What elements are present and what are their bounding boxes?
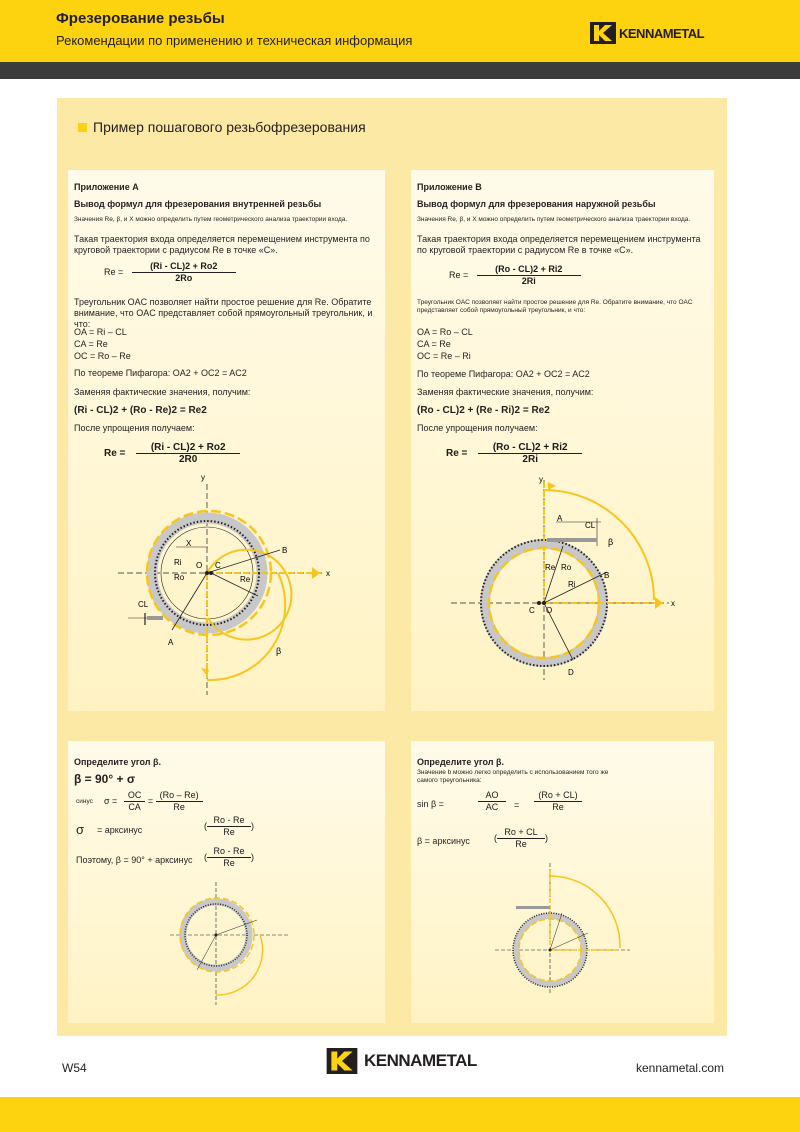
appendix-a-substitution: Заменяя фактические значения, получим: [74, 387, 251, 397]
page-number: W54 [62, 1061, 87, 1075]
formula-denominator: Re [173, 802, 185, 812]
formula-lhs: σ = [104, 795, 118, 806]
label-ri: Ri [568, 580, 576, 589]
box-d-arcsin: β = арксинус [417, 836, 470, 846]
label-y: y [539, 475, 543, 484]
section-title [78, 119, 366, 135]
formula-numerator: OC [124, 790, 146, 802]
kennametal-k-icon [590, 22, 616, 44]
appendix-a-rel3: OC = Ro – Re [74, 351, 131, 361]
formula-numerator: (Ro + CL) [534, 790, 582, 802]
formula-fraction [478, 442, 582, 465]
appendix-a-heading: Вывод формул для фрезерования внутренней резьбы [74, 199, 322, 209]
formula-numerator: (Ro – Re) [156, 790, 203, 802]
formula-denominator: Re [223, 858, 235, 868]
appendix-b-rel1: OA = Ro – CL [417, 327, 473, 337]
box-c-sinus-word: синус [76, 798, 93, 805]
logo-text: KENNAMETAL [364, 1051, 477, 1070]
appendix-b-substitution: Заменяя фактические значения, получим: [417, 387, 594, 397]
formula-denominator: 2Ro [175, 273, 193, 283]
point-c [209, 571, 213, 575]
formula-fraction [497, 827, 545, 850]
appendix-b-note: Значения Re, β, и X можно определить путем геометрического анализа траектории входа. [417, 216, 691, 223]
appendix-b-pythagoras: По теореме Пифагора: OA2 + OC2 = AC2 [417, 369, 590, 379]
appendix-a-p1: Такая траектория входа определяется перемещением инструмента по круговой траектории с радиусом Re в точке «С». [74, 234, 370, 255]
formula-numerator: Ro - Re [207, 815, 251, 827]
diagram-external-small [490, 858, 640, 998]
line-re [211, 573, 258, 596]
label-re: Re [240, 575, 251, 584]
label-re: Re [545, 563, 556, 572]
website-url: kennametal.com [636, 1061, 725, 1075]
box-c-heading: Определите угол β. [74, 757, 161, 767]
x-arrow-icon [655, 597, 663, 609]
label-ro: Ro [561, 563, 572, 572]
box-c-beta-formula: β = 90° + σ [74, 772, 136, 786]
formula-numerator: (Ro - CL)2 + Ri2 [478, 442, 582, 454]
label-o: O [196, 561, 203, 570]
formula-fraction [478, 790, 506, 813]
box-c-therefore: Поэтому, β = 90° + арксинус [76, 855, 193, 865]
formula-denominator: Re [515, 839, 527, 849]
box-d-sin-fraction-2 [534, 790, 582, 813]
formula-fraction [132, 261, 236, 284]
formula-fraction-1 [124, 790, 146, 813]
appendix-a-p2: Треугольник OAC позволяет найти простое решение для Re. Обратите внимание, что OAC представляет собой прямоугольный треугольник, и что: [74, 297, 373, 329]
appendix-a-rel2: CA = Re [74, 339, 108, 349]
formula-fraction [534, 790, 582, 813]
page-title: Фрезерование резьбы [56, 10, 225, 27]
appendix-a-formula-2: (Ri - CL)2 + (Ro - Re)2 = Re2 [74, 405, 207, 416]
appendix-a-rel1: OA = Ri – CL [74, 327, 127, 337]
appendix-b-p2: Треугольник OAC позволяет найти простое решение для Re. Обратите внимание, что OAC представляет собой прямоугольный треугольник, и что: [417, 299, 693, 314]
appendix-a-pythagoras: По теореме Пифагора: OA2 + OC2 = AC2 [74, 368, 247, 378]
label-cl: CL [585, 521, 596, 530]
kennametal-k-icon [324, 1048, 360, 1074]
x-arrow-icon [312, 567, 320, 579]
appendix-a-note: Значения Re, β, и X можно определить путем геометрического анализа траектории входа. [74, 216, 348, 223]
label-b: B [282, 546, 288, 555]
label-beta: β [608, 537, 614, 547]
label-c: C [215, 561, 221, 570]
logo-text: KENNAMETAL [619, 25, 705, 41]
box-c-sigma-formula [104, 790, 203, 813]
appendix-b-simplify: После упрощения получаем: [417, 423, 538, 433]
formula-fraction [207, 846, 251, 869]
formula-denominator: Re [552, 802, 564, 812]
point-c [537, 601, 541, 605]
appendix-b-formula-1 [449, 264, 581, 287]
appendix-b-heading: Вывод формул для фрезерования наружной резьбы [417, 199, 656, 209]
formula-denominator: 2Ri [522, 454, 538, 465]
formula-lhs: Re = [446, 448, 468, 460]
box-d-sin-fraction [478, 790, 506, 813]
label-b: B [604, 571, 610, 580]
footer-kennametal-logo [324, 1048, 477, 1074]
label-ri: Ri [174, 558, 182, 567]
label-c: C [529, 606, 535, 615]
formula-fraction [207, 815, 251, 838]
formula-lhs: Re = [104, 448, 126, 460]
formula-eq: = [147, 795, 154, 806]
page-subtitle: Рекомендации по применению и техническая информация [56, 33, 413, 48]
appendix-b-formula-2: (Ro - CL)2 + (Re - Ri)2 = Re2 [417, 405, 550, 416]
label-o: O [546, 606, 553, 615]
appendix-a-formula-1 [104, 261, 236, 284]
box-c-sigma: σ [76, 822, 85, 837]
diagram-internal-small [165, 880, 305, 1010]
label-x: x [671, 599, 675, 608]
appendix-b-p1: Такая траектория входа определяется перемещением инструмента по круговой траектории с радиусом Re в точке «С». [417, 234, 701, 255]
formula-lhs: Re = [104, 266, 124, 277]
label-X: X [186, 539, 192, 548]
formula-fraction [136, 442, 240, 465]
formula-numerator: (Ri - CL)2 + Ro2 [136, 442, 240, 454]
beta-arc [550, 876, 620, 948]
point-o [542, 601, 546, 605]
label-y: y [201, 473, 205, 482]
label-d: D [568, 668, 574, 677]
tool-bar [147, 616, 163, 620]
label-cl: CL [138, 600, 149, 609]
point-o [215, 934, 218, 937]
formula-numerator: (Ro - CL)2 + Ri2 [477, 264, 581, 276]
box-d-heading: Определите угол β. [417, 757, 504, 767]
formula-numerator: Ro - Re [207, 846, 251, 858]
formula-denominator: AC [485, 802, 499, 812]
formula-numerator: AO [478, 790, 506, 802]
appendix-a-label: Приложение A [74, 182, 139, 192]
header-gray-band [0, 62, 800, 79]
appendix-a-simplify: После упрощения получаем: [74, 423, 195, 433]
label-beta: β [276, 646, 282, 656]
header-band [0, 0, 800, 62]
line-re [544, 546, 563, 603]
box-d-arcsin-fraction: ( $\frac{Ro + CL}{Re}$ ) [494, 827, 548, 849]
formula-numerator: Ro + CL [497, 827, 545, 839]
label-a: A [557, 514, 563, 523]
bullet-square-icon [78, 123, 87, 132]
beta-arrow-start-icon [548, 482, 556, 490]
section-title-text: Пример пошагового резьбофрезерования [93, 119, 366, 135]
box-d-eq: = [514, 800, 520, 810]
box-c-arcsin-fraction-2: ( $\frac{Ro - Re}{Re}$ ) [204, 846, 254, 868]
appendix-b-rel3: OC = Re – Ri [417, 351, 471, 361]
kennametal-logo [590, 22, 704, 44]
formula-lhs: Re = [449, 269, 469, 280]
label-x: x [326, 569, 330, 578]
label-ro: Ro [174, 573, 185, 582]
tool-bar [516, 906, 550, 909]
appendix-b-label: Приложение B [417, 182, 482, 192]
appendix-b-rel2: CA = Re [417, 339, 451, 349]
formula-fraction-2 [156, 790, 203, 813]
formula-fraction [477, 264, 581, 287]
formula-denominator: Re [223, 827, 235, 837]
box-d-note: Значение b можно легко определить с использованием того же самого треугольника: [417, 769, 609, 784]
label-a: A [168, 638, 174, 647]
point-o [549, 949, 552, 952]
footer-band [0, 1097, 800, 1132]
formula-numerator: (Ri - CL)2 + Ro2 [132, 261, 236, 273]
formula-denominator: 2Ri [521, 276, 536, 286]
tool-bar [547, 538, 597, 542]
box-c-arcsin: = арксинус [97, 825, 143, 835]
appendix-a-formula-3 [104, 442, 240, 465]
box-d-sin-lhs: sin β = [417, 799, 444, 809]
diagram-internal-thread [68, 470, 385, 700]
appendix-b-formula-3 [446, 442, 582, 465]
diagram-external-thread [411, 470, 714, 700]
formula-denominator: CA [128, 802, 141, 812]
point-o [205, 571, 209, 575]
box-c-arcsin-fraction: ( $\frac{Ro - Re}{Re}$ ) [204, 815, 254, 837]
formula-denominator: 2R0 [179, 454, 198, 465]
